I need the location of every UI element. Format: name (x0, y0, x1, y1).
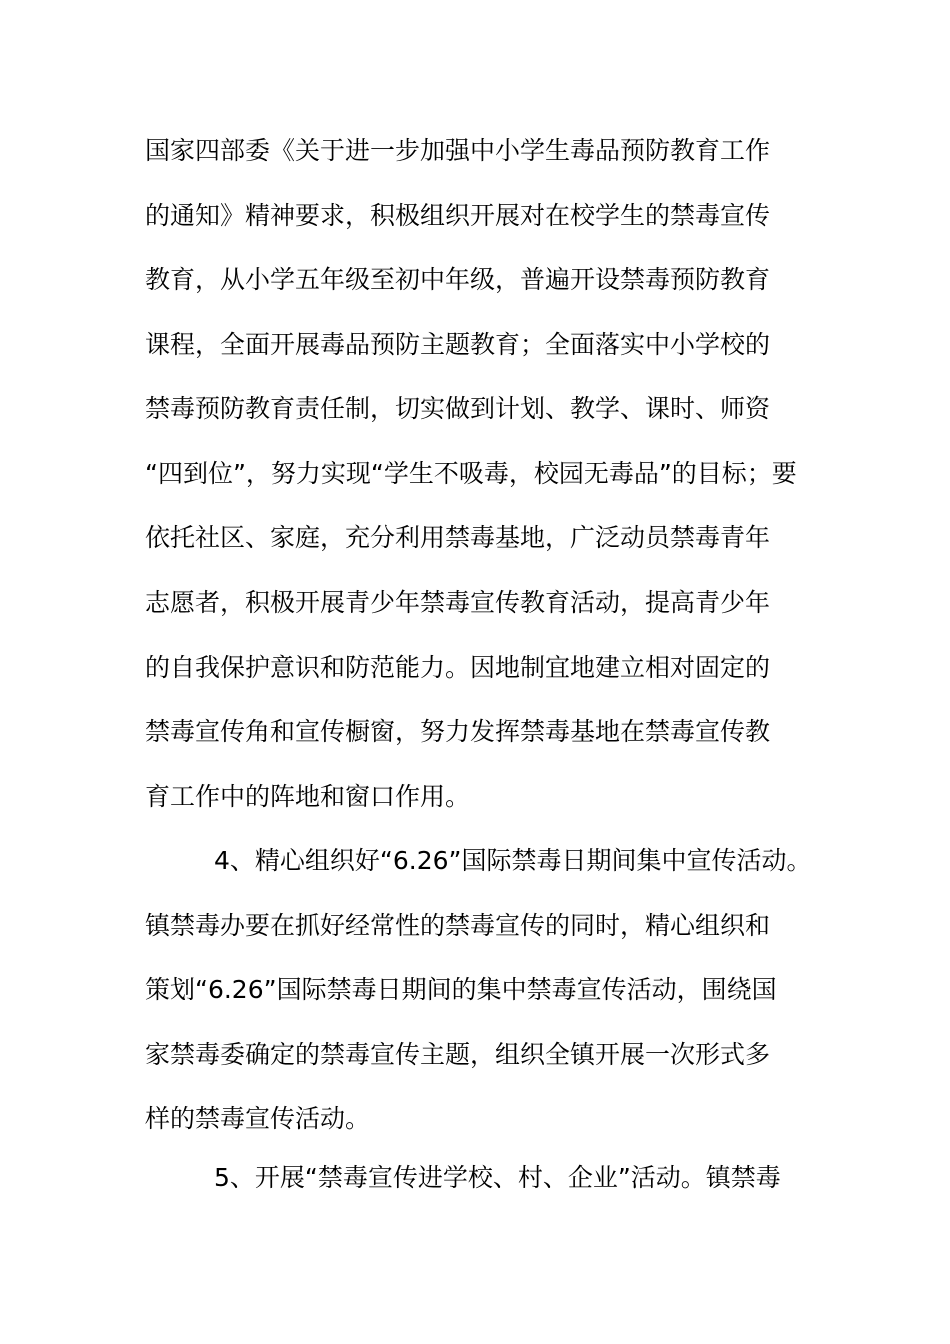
paragraph-heading-4: 4、精心组织好“6.26”国际禁毒日期间集中宣传活动。 (214, 846, 812, 875)
text-line: 依托社区、家庭，充分利用禁毒基地，广泛动员禁毒青年 (145, 523, 771, 552)
text-line: 禁毒宣传角和宣传橱窗，努力发挥禁毒基地在禁毒宣传教 (145, 717, 771, 746)
text-line: 课程，全面开展毒品预防主题教育；全面落实中小学校的 (145, 330, 771, 359)
text-line: 策划“6.26”国际禁毒日期间的集中禁毒宣传活动，围绕国 (145, 975, 777, 1004)
text-line: “四到位”，努力实现“学生不吸毒，校园无毒品”的目标；要 (145, 459, 797, 488)
text-line: 的自我保护意识和防范能力。因地制宜地建立相对固定的 (145, 653, 771, 682)
text-line: 禁毒预防教育责任制，切实做到计划、教学、课时、师资 (145, 394, 771, 423)
text-line: 家禁毒委确定的禁毒宣传主题，组织全镇开展一次形式多 (145, 1040, 771, 1069)
paragraph-heading-5: 5、开展“禁毒宣传进学校、村、企业”活动。镇禁毒 (214, 1163, 781, 1192)
text-line: 志愿者，积极开展青少年禁毒宣传教育活动，提高青少年 (145, 588, 771, 617)
text-line: 样的禁毒宣传活动。 (145, 1104, 371, 1133)
text-line: 育工作中的阵地和窗口作用。 (145, 782, 471, 811)
text-line: 国家四部委《关于进一步加强中小学生毒品预防教育工作 (145, 136, 771, 165)
text-line: 镇禁毒办要在抓好经常性的禁毒宣传的同时，精心组织和 (145, 911, 771, 940)
text-line: 的通知》精神要求，积极组织开展对在校学生的禁毒宣传 (145, 201, 771, 230)
text-line: 教育，从小学五年级至初中年级，普遍开设禁毒预防教育 (145, 265, 771, 294)
